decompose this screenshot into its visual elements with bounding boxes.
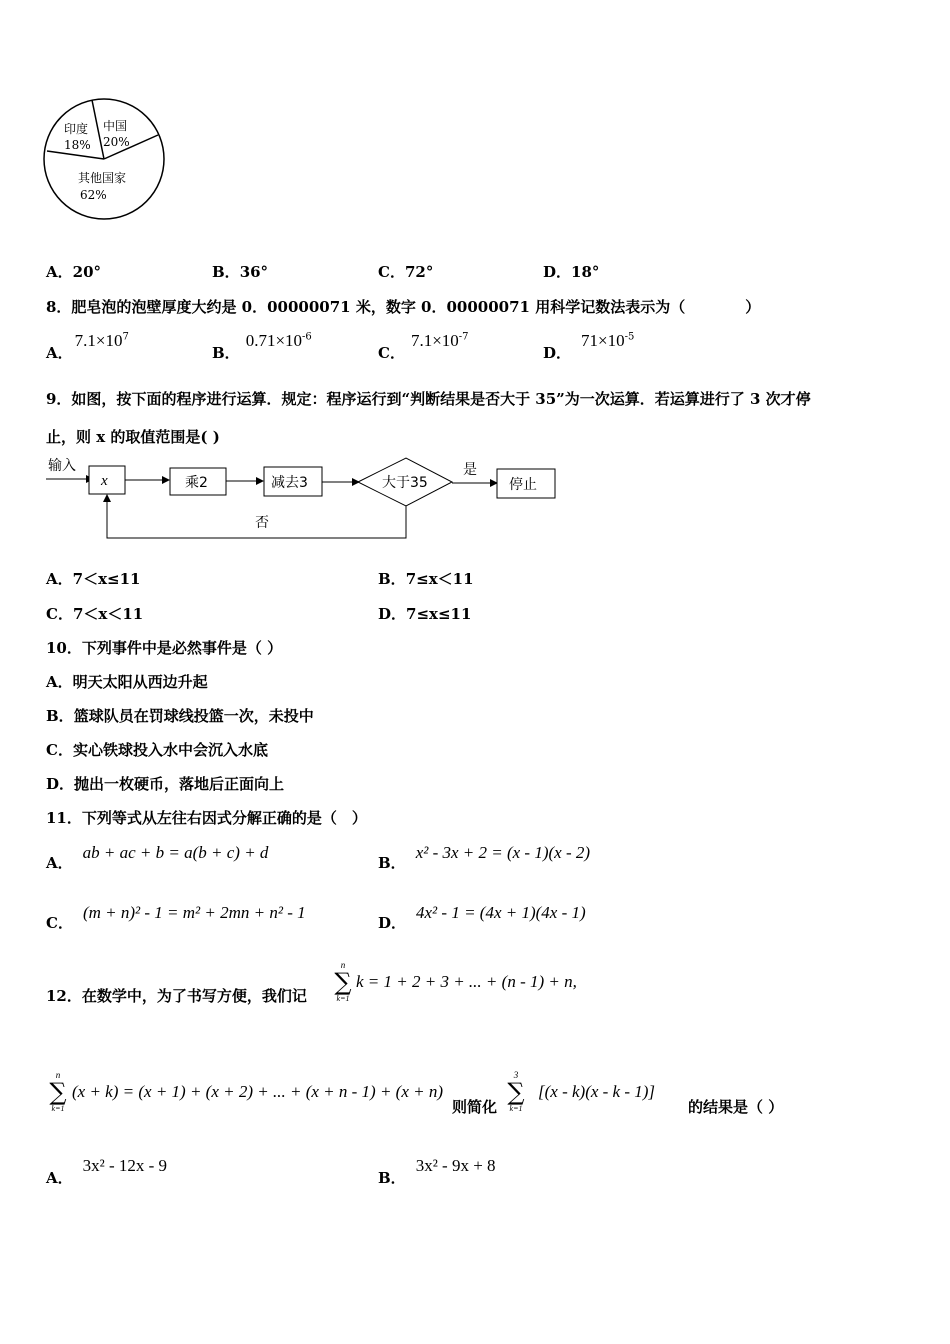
flow-stop-label: 停止 (509, 477, 537, 493)
q8-option-b[interactable]: B．$0.71\times 10^{-6}$ (212, 331, 312, 362)
q8-stem: 8．肥皂泡的泡壁厚度大约是 0．00000071 米，数字 0．00000071 用科学记数法表示为（ ） (46, 298, 761, 316)
flow-sub-label: 减去3 (271, 475, 308, 491)
sigma-icon: ∑ (49, 1078, 67, 1106)
q7-option-c[interactable]: C．72° (378, 263, 434, 281)
q12-sum2-bottom: k=1 (51, 1104, 65, 1113)
flow-mul-label: 乘2 (185, 475, 208, 491)
q11-option-c[interactable]: C．(m + n)² - 1 = m² + 2mn + n² - 1 (46, 903, 306, 932)
flow-x-label: x (101, 473, 108, 489)
q9-stem-line2: 止，则 x 的取值范围是( ) (46, 428, 220, 446)
flowchart (40, 452, 570, 547)
q12-sum1-top: n (340, 960, 346, 970)
q9-option-a[interactable]: A．7＜x≤11 (46, 570, 141, 588)
q12-sum1-bottom: k=1 (336, 994, 350, 1003)
q11-option-d[interactable]: D．4x² - 1 = (4x + 1)(4x - 1) (378, 903, 586, 932)
q12-option-b[interactable]: B．3x² - 9x + 8 (378, 1156, 496, 1187)
q8-option-c[interactable]: C．$7.1\times 10^{-7}$ (378, 331, 469, 362)
pie-pct-india: 18% (64, 138, 91, 152)
q11-option-b[interactable]: B．x² - 3x + 2 = (x - 1)(x - 2) (378, 843, 591, 872)
q8-option-a[interactable]: A．$7.1\times 10^7$ (46, 331, 129, 362)
q12-sum3-bottom: k=1 (509, 1104, 523, 1113)
q12-option-a[interactable]: A．3x² - 12x - 9 (46, 1156, 168, 1187)
pie-pct-other: 62% (80, 188, 107, 202)
pie-label-china: 中国 (103, 119, 128, 133)
q10-option-d[interactable]: D．抛出一枚硬币，落地后正面向上 (46, 775, 285, 793)
q10-option-b[interactable]: B．篮球队员在罚球线投篮一次，未投中 (46, 707, 314, 725)
q9-option-c[interactable]: C．7＜x＜11 (46, 605, 144, 623)
q7-option-d[interactable]: D．18° (543, 263, 600, 281)
q12-sum3 (504, 1070, 528, 1113)
q7-option-b[interactable]: B．36° (212, 263, 269, 281)
flow-no-label: 否 (255, 515, 269, 531)
q9-option-b[interactable]: B．7≤x＜11 (378, 570, 474, 588)
pie-chart (40, 95, 170, 230)
q12-tail: 的结果是（ ） (688, 1098, 784, 1116)
q12-formula3: [(x - k)(x - k - 1)] (538, 1082, 656, 1101)
sigma-icon: ∑ (507, 1078, 525, 1106)
q9-option-d[interactable]: D．7≤x≤11 (378, 605, 472, 623)
pie-label-india: 印度 (64, 122, 89, 136)
q11-stem: 11．下列等式从左往右因式分解正确的是（ ） (46, 809, 367, 827)
sigma-icon: ∑ (334, 968, 352, 996)
q7-option-a[interactable]: A．20° (46, 263, 102, 281)
q12-sum3-top: 3 (513, 1070, 519, 1080)
q12-formula2: (x + k) = (x + 1) + (x + 2) + ... + (x + n - 1) + (x + n) (72, 1082, 444, 1101)
q12-stem-prefix: 12．在数学中，为了书写方便，我们记 (46, 987, 307, 1005)
q8-option-d[interactable]: D．$71\times 10^{-5}$ (543, 331, 635, 362)
q11-option-a[interactable]: A．ab + ac + b = a(b + c) + d (46, 843, 269, 872)
q10-option-c[interactable]: C．实心铁球投入水中会沉入水底 (46, 741, 268, 759)
q12-sum1 (331, 960, 355, 1003)
q9-stem-line1: 9．如图，按下面的程序进行运算．规定：程序运行到“判断结果是否大于 35”为一次运算．若运算进行了 3 次才停 (46, 390, 811, 408)
flow-cond-label: 大于35 (382, 475, 428, 491)
q12-sum2 (46, 1070, 70, 1113)
pie-label-other: 其他国家 (78, 171, 127, 185)
flow-input-label: 输入 (48, 458, 76, 474)
q12-mid: 则简化 (452, 1098, 498, 1116)
q10-option-a[interactable]: A．明天太阳从西边升起 (46, 673, 208, 691)
q10-stem: 10．下列事件中是必然事件是（ ） (46, 639, 283, 657)
q12-sum2-top: n (55, 1070, 61, 1080)
q12-formula1: k = 1 + 2 + 3 + ... + (n - 1) + n, (356, 972, 577, 991)
pie-pct-china: 20% (103, 135, 130, 149)
flow-yes-label: 是 (463, 462, 477, 478)
